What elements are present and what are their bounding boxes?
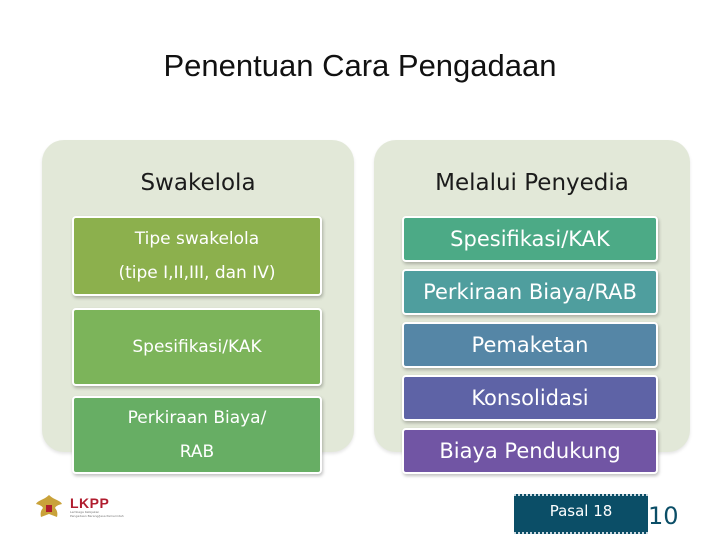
page-number: 10	[648, 502, 679, 530]
right-item-konsolidasi-label: Konsolidasi	[471, 386, 589, 410]
left-item-spesifikasi	[72, 308, 322, 386]
logo-name: LKPP	[70, 495, 110, 511]
garuda-emblem-icon	[34, 492, 64, 522]
right-item-biaya-pendukung-label: Biaya Pendukung	[439, 439, 621, 463]
left-item-spesifikasi-label: Spesifikasi/KAK	[132, 337, 262, 357]
right-item-perkiraan-biaya	[402, 269, 658, 315]
right-item-pemaketan-label: Pemaketan	[471, 333, 589, 357]
left-item-tipe-swakelola-line1: Tipe swakelola	[134, 229, 260, 249]
left-item-perkiraan-line2: RAB	[179, 442, 215, 462]
left-item-perkiraan-biaya	[72, 396, 322, 474]
slide-title: Penentuan Cara Pengadaan	[163, 48, 557, 83]
right-item-perkiraan-label: Perkiraan Biaya/RAB	[423, 280, 637, 304]
swakelola-header: Swakelola	[140, 170, 256, 196]
right-item-spesifikasi	[402, 216, 658, 262]
right-item-biaya-pendukung	[402, 428, 658, 474]
left-item-perkiraan-line1: Perkiraan Biaya/	[127, 408, 267, 428]
logo-subtitle-2: Pengadaan Barang/Jasa Pemerintah	[70, 514, 124, 518]
right-item-spesifikasi-label: Spesifikasi/KAK	[450, 227, 610, 251]
penyedia-header: Melalui Penyedia	[435, 170, 629, 196]
pasal-badge: Pasal 18	[514, 494, 648, 534]
right-item-konsolidasi	[402, 375, 658, 421]
logo-subtitle-1: Lembaga Kebijakan	[70, 510, 100, 514]
left-item-tipe-swakelola-line2: (tipe I,II,III, dan IV)	[118, 263, 276, 283]
lkpp-logo	[34, 492, 124, 522]
right-item-pemaketan	[402, 322, 658, 368]
left-item-tipe-swakelola	[72, 216, 322, 296]
